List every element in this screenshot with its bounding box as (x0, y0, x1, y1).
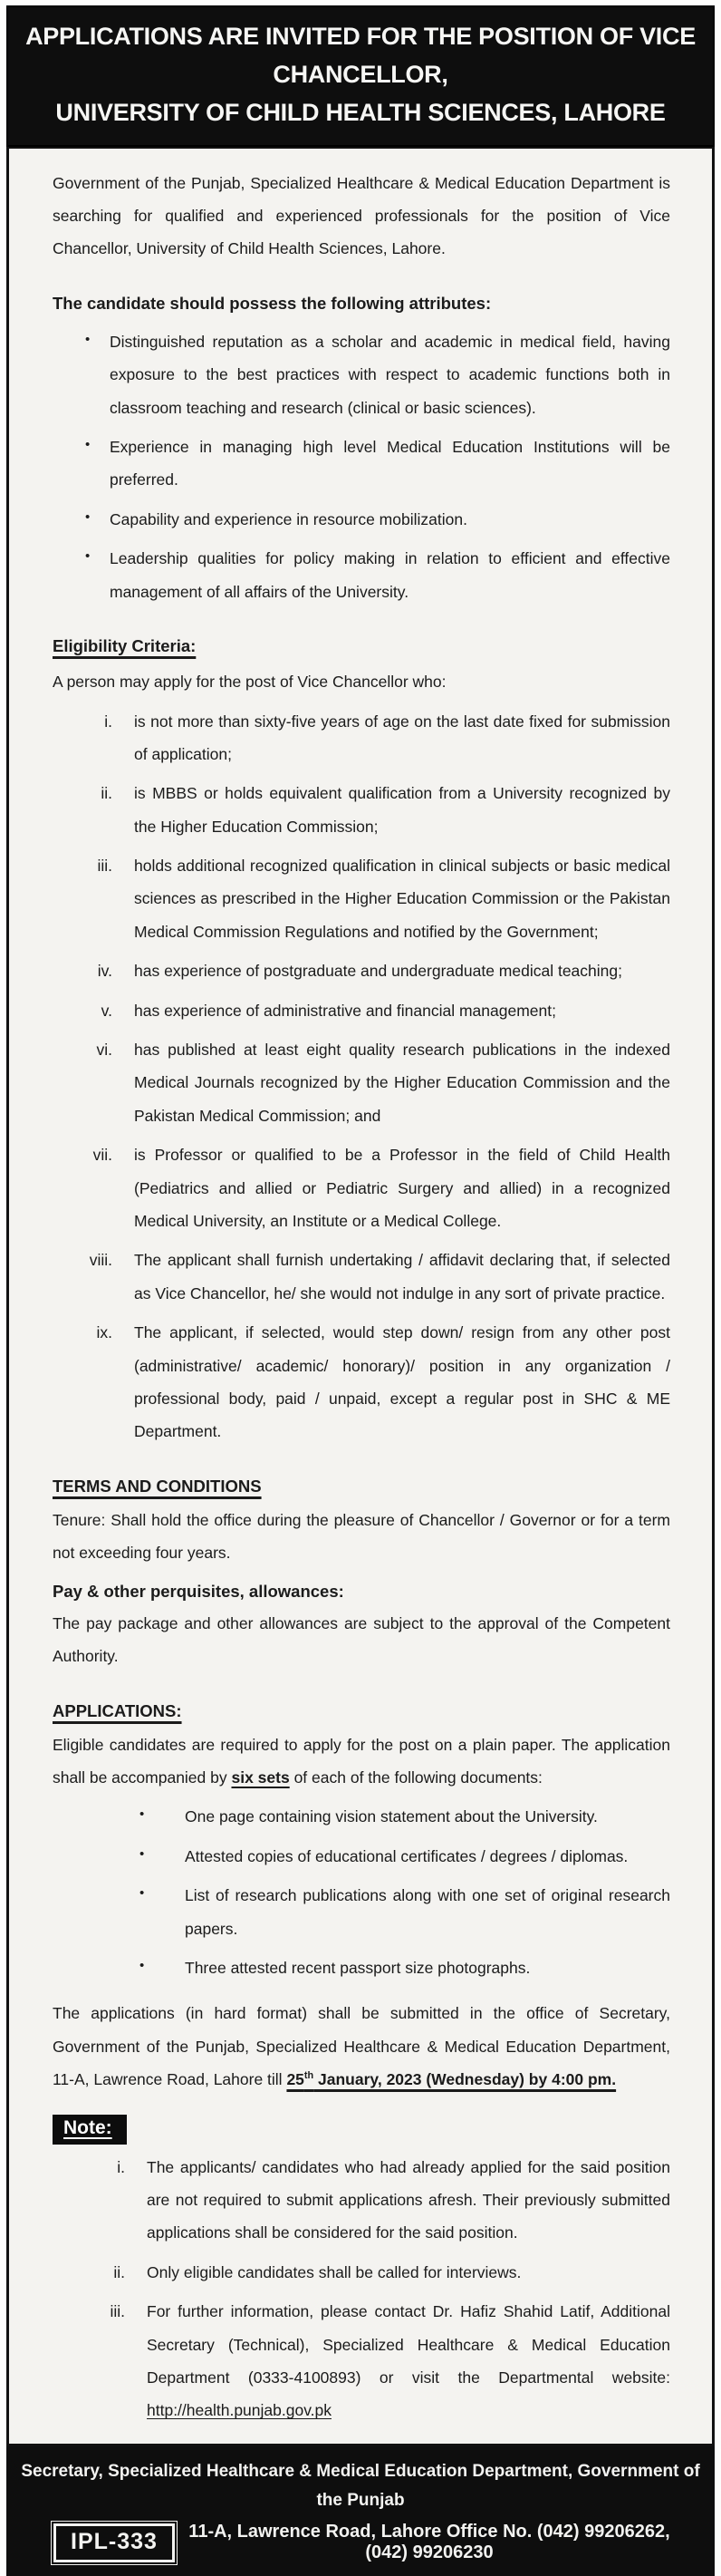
list-item (53, 542, 670, 608)
eligibility-item-text: holds additional recognized qualification in clinical subjects or basic medical sciences as prescribed in the Higher Education Commission or the Pakistan Medical Commission Regulations and notified by the Government; (134, 857, 670, 941)
note-item-text: The applicants/ candidates who had already applied for the said position are not required to submit applications afresh. Their previously submitted applications shall be considered for the said position. (147, 2157, 670, 2242)
list-item (65, 2295, 670, 2427)
ipl-code-box: IPL-333 (53, 2523, 175, 2562)
note-item-text: For further information, please contact Dr. Hafiz Shahid Latif, Additional Secretary (Technical), Specialized Healthcare & Medical Education Department (0333-4100893) or visit the Departmental website: http://health.punjab.gov.pk (147, 2302, 670, 2420)
item-numeral: iv. (97, 962, 112, 981)
eligibility-item-text: The applicant shall furnish undertaking / affidavit declaring that, if selected as Vice Chancellor, he/ she would not indulge in any sort of private practice. (134, 1251, 670, 1303)
eligibility-list (53, 705, 670, 1448)
item-numeral: ix. (96, 1323, 112, 1342)
header-banner (6, 5, 715, 147)
eligibility-item-text: is not more than sixty-five years of age on the last date fixed for submission of application; (134, 712, 670, 763)
attribute-text: Experience in managing high level Medical Education Institutions will be preferred. (110, 438, 670, 489)
list-item (53, 1840, 670, 1873)
list-item (53, 954, 670, 987)
footer-secretary-line: Secretary, Specialized Healthcare & Medical Education Department, Government of the Punjab (21, 2461, 700, 2511)
website-link[interactable]: http://health.punjab.gov.pk (147, 2401, 332, 2420)
eligibility-item-text: The applicant, if selected, would step down/ resign from any other post (administrative/ academic/ honorary)/ position in any organization / professional body, paid / unpaid, except a regular post in SHC & ME Department. (134, 1323, 670, 1441)
list-item (53, 1244, 670, 1310)
documents-list (53, 1800, 670, 1984)
list-item (53, 1316, 670, 1448)
list-item (53, 1951, 670, 1984)
footer-address-row (19, 2522, 702, 2563)
item-numeral: v. (101, 1001, 112, 1020)
eligibility-item-text: has experience of administrative and financial management; (134, 1001, 556, 1020)
attribute-text: Distinguished reputation as a scholar and academic in medical field, having exposure to the best practices with respect to academic functions both in classroom teaching and research (clinical or basic sciences). (110, 332, 670, 417)
eligibility-item-text: has experience of postgraduate and undergraduate medical teaching; (134, 962, 622, 981)
advertisement-body (6, 147, 715, 2446)
intro-paragraph: Government of the Punjab, Specialized Healthcare & Medical Education Department is searching for qualified and experienced professionals for the position of Vice Chancellor, University of Child Health Sciences, Lahore. (53, 173, 670, 258)
tenure-text: Tenure: Shall hold the office during the pleasure of Chancellor / Governor or for a term not exceeding four years. (53, 1510, 670, 1563)
deadline-text: 25th January, 2023 (Wednesday) by 4:00 pm. (286, 2070, 617, 2089)
note-list (65, 2151, 670, 2427)
item-numeral: iii. (110, 2302, 125, 2321)
footer-banner (6, 2446, 715, 2576)
item-numeral: i. (117, 2157, 125, 2176)
document-text: One page containing vision statement about the University. (185, 1807, 598, 1826)
terms-heading: TERMS AND CONDITIONS (53, 1476, 262, 1496)
footer-address-line: 11-A, Lawrence Road, Lahore Office No. (042) 99206262, (042) 99206230 (188, 2522, 670, 2563)
document-text: Attested copies of educational certificates / degrees / diplomas. (185, 1846, 629, 1865)
bullet-icon: • (139, 1958, 145, 1974)
pay-text: The pay package and other allowances are subject to the approval of the Competent Authority. (53, 1613, 670, 1666)
applications-lead: Eligible candidates are required to apply for the post on a plain paper. The application shall be accompanied by six sets of each of the following documents: (53, 1735, 670, 1787)
bullet-icon: • (139, 1806, 145, 1823)
bullet-icon: • (85, 331, 91, 347)
list-item (53, 1138, 670, 1237)
list-item (53, 431, 670, 497)
list-item (53, 503, 670, 536)
bullet-icon: • (85, 508, 91, 525)
attribute-text: Capability and experience in resource mobilization. (110, 509, 467, 528)
submission-paragraph: The applications (in hard format) shall be submitted in the office of Secretary, Government of the Punjab, Specialized Healthcare & Medical Education Department, 11-A, Lawrence Road, Lahore till 25th January, 2023 (Wednesday) by 4:00 pm. (53, 2004, 670, 2089)
attributes-heading: The candidate should possess the following attributes: (53, 293, 492, 313)
list-item (53, 1800, 670, 1833)
item-numeral: viii. (89, 1251, 112, 1270)
item-numeral: vii. (92, 1146, 112, 1165)
list-item (53, 994, 670, 1027)
item-numeral: i. (104, 712, 112, 731)
bullet-icon: • (85, 548, 91, 565)
item-numeral: vi. (96, 1041, 112, 1060)
attributes-list (53, 325, 670, 608)
eligibility-item-text: has published at least eight quality research publications in the indexed Medical Journals recognized by the Higher Education Commission and the Pakistan Medical Commission; and (134, 1041, 670, 1125)
six-sets-emphasis: six sets (231, 1768, 290, 1787)
list-item (53, 1033, 670, 1132)
document-text: Three attested recent passport size photographs. (185, 1959, 531, 1978)
list-item (65, 2256, 670, 2289)
list-item (53, 325, 670, 424)
header-title-line-1: APPLICATIONS ARE INVITED FOR THE POSITION OF VICE CHANCELLOR, (25, 23, 696, 88)
eligibility-heading: Eligibility Criteria: (53, 635, 197, 655)
note-label: Note: (53, 2115, 127, 2145)
pay-heading: Pay & other perquisites, allowances: (53, 1581, 344, 1601)
list-item (65, 2151, 670, 2250)
list-item (53, 849, 670, 948)
document-text: List of research publications along with one set of original research papers. (185, 1886, 670, 1938)
applications-heading: APPLICATIONS: (53, 1700, 182, 1720)
eligibility-lead: A person may apply for the post of Vice Chancellor who: (53, 673, 447, 692)
list-item (53, 705, 670, 771)
item-numeral: ii. (101, 784, 112, 803)
attribute-text: Leadership qualities for policy making in relation to efficient and effective management of all affairs of the University. (110, 549, 670, 601)
eligibility-item-text: is Professor or qualified to be a Professor in the field of Child Health (Pediatrics and allied or Pediatric Surgery and allied) in a recognized Medical University, an Institute or a Medical College. (134, 1146, 670, 1230)
bullet-icon: • (139, 1845, 145, 1862)
item-numeral: ii. (113, 2262, 125, 2281)
note-item-text: Only eligible candidates shall be called for interviews. (147, 2262, 522, 2281)
bullet-icon: • (139, 1885, 145, 1902)
list-item (53, 777, 670, 843)
eligibility-item-text: is MBBS or holds equivalent qualification from a University recognized by the Higher Education Commission; (134, 784, 670, 836)
list-item (53, 1879, 670, 1945)
header-title-line-2: UNIVERSITY OF CHILD HEALTH SCIENCES, LAHORE (55, 98, 666, 126)
item-numeral: iii. (97, 857, 112, 876)
bullet-icon: • (85, 437, 91, 453)
